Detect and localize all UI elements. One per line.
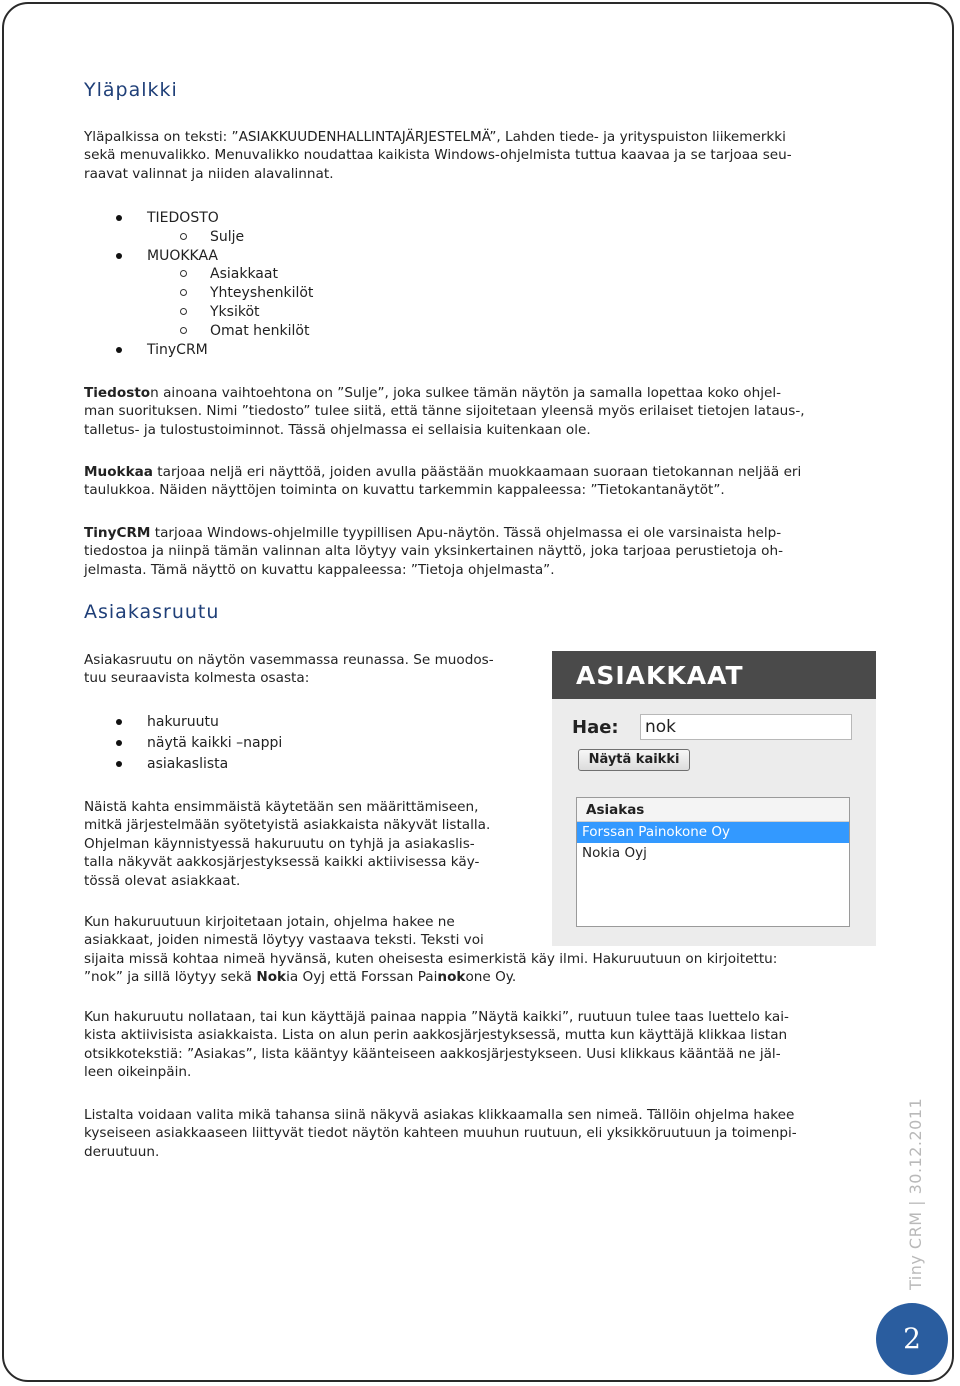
submenu-item-asiakkaat: Asiakkaat [210, 265, 313, 284]
menu-item-tinycrm: TinyCRM [147, 341, 313, 360]
submenu-item-sulje: Sulje [210, 228, 313, 247]
page-number: 2 [876, 1303, 948, 1375]
bullet-icon [116, 347, 122, 353]
circle-bullet-icon [180, 327, 187, 334]
paragraph-asiakasruutu-intro: Asiakasruutu on näytön vasemmassa reunassa. Se muodos- tuu seuraavista kolmesta osasta: [84, 652, 494, 687]
circle-bullet-icon [180, 308, 187, 315]
menu-list [147, 209, 313, 359]
customer-list[interactable] [576, 797, 850, 927]
footer-app-name: Tiny CRM [906, 1211, 925, 1290]
submenu-item-omat-henkilot: Omat henkilöt [210, 322, 313, 341]
footer-date: 30.12.2011 [906, 1097, 925, 1195]
submenu-item-yksikot: Yksiköt [210, 303, 313, 322]
paragraph-muokkaa: Muokkaa tarjoaa neljä eri näyttöä, joiden avulla päästään muokkaamaan suoraan tietokannan neljää eri taulukkoa. Näiden näyttöjen toiminta on kuvattu tarkemmin kappaleessa: ”Tietokantanäytöt”. [84, 464, 802, 499]
bold-term: Tiedosto [84, 385, 151, 401]
bullet-icon [116, 215, 122, 221]
paragraph-hakuruutu-intro: Näistä kahta ensimmäistä käytetään sen määrittämiseen, mitkä järjestelmään syötetyistä asiakkaista näkyvät listalla. Ohjelman käynnistyessä hakuruutu on tyhjä ja asiakaslis- talla näkyvät aakkosjärjestyksessä kaikki aktiivisessa käy- tössä olevat asiakkaat. [84, 799, 491, 889]
list-item: asiakaslista [147, 755, 282, 774]
circle-bullet-icon [180, 233, 187, 240]
list-row[interactable]: Nokia Oyj [582, 845, 647, 861]
text-line: raavat valinnat ja niiden alavalinnat. [84, 165, 334, 182]
side-footer [906, 1098, 925, 1290]
show-all-button[interactable]: Näytä kaikki [578, 749, 690, 771]
parts-list [147, 713, 282, 773]
paragraph-valinta: Listalta voidaan valita mikä tahansa siinä näkyvä asiakas klikkaamalla sen nimeä. Tällöin ohjelma hakee kyseiseen asiakkaaseen liittyvät tiedot näytön kahteen muuhun ruutuun, eli yksikköruutuun ja toimenpi- deruutuun. [84, 1107, 797, 1160]
circle-bullet-icon [180, 270, 187, 277]
menu-item-tiedosto: TIEDOSTO [147, 209, 313, 228]
bullet-icon [116, 740, 122, 746]
bullet-icon [116, 253, 122, 259]
panel-header [552, 651, 876, 699]
paragraph-ylapalkki-intro [84, 128, 884, 183]
submenu-item-yhteyshenkilot: Yhteyshenkilöt [210, 284, 313, 303]
bullet-icon [116, 719, 122, 725]
panel-title: ASIAKKAAT [576, 661, 744, 690]
menu-item-muokkaa: MUOKKAA [147, 247, 313, 266]
bullet-icon [116, 761, 122, 767]
section-title-ylapalkki: Yläpalkki [84, 79, 178, 101]
list-item: näytä kaikki –nappi [147, 734, 282, 753]
circle-bullet-icon [180, 289, 187, 296]
search-label: Hae: [572, 717, 619, 738]
search-input[interactable]: nok [640, 714, 852, 740]
section-title-asiakasruutu: Asiakasruutu [84, 601, 220, 623]
paragraph-tinycrm: TinyCRM tarjoaa Windows-ohjelmille tyypillisen Apu-näytön. Tässä ohjelmassa ei ole varsinaista help- tiedostoa ja niinpä tämän valinnan alta löytyy vain yksinkertainen näyttö, joka tarjoaa perustietoja oh- jelmasta. Tämä näyttö on kuvattu kappaleessa: ”Tietoja ohjelmasta”. [84, 525, 783, 578]
footer-separator: | [906, 1200, 925, 1206]
customer-panel-screenshot [552, 651, 876, 946]
column-header-asiakas[interactable]: Asiakas [577, 798, 849, 822]
bold-term: TinyCRM [84, 525, 151, 541]
list-item: hakuruutu [147, 713, 282, 732]
bold-term: Muokkaa [84, 464, 153, 480]
text-line: sekä menuvalikko. Menuvalikko noudattaa kaikista Windows-ohjelmista tuttua kaavaa ja se tarjoaa seu- [84, 147, 792, 164]
paragraph-haku: Kun hakuruutuun kirjoitetaan jotain, ohjelma hakee ne asiakkaat, joiden nimestä löytyy vastaava teksti. Teksti voi sijaita missä kohtaa nimeä hyvänsä, kuten oheisesta esimerkistä käy ilmi. Hakuruutuun on kirjoitettu: ”nok” ja sillä löytyy sekä Nokia Oyj että Forssan Painokone Oy. [84, 914, 778, 986]
text-line: Yläpalkissa on teksti: ”ASIAKKUUDENHALLINTAJÄRJESTELMÄ”, Lahden tiede- ja yrityspuiston liikemerkki [84, 129, 786, 145]
paragraph-tiedosto: Tiedoston ainoana vaihtoehtona on ”Sulje”, joka sulkee tämän näytön ja samalla lopettaa koko ohjel- man suorituksen. Nimi ”tiedosto” tulee siitä, että tänne sijoitetaan yleensä myös erilaiset tietojen lataus-, talletus- ja tulostustoiminnot. Tässä ohjelmassa ei sellaisia kuitenkaan ole. [84, 385, 805, 438]
paragraph-nollaus: Kun hakuruutu nollataan, tai kun käyttäjä painaa nappia ”Näytä kaikki”, ruutuun tulee taas luettelo kai- kista aktiivisista asiakkaista. Lista on alun perin aakkosjärjestyksessä, mutta kun käyttäjä klikkaa listan otsikkotekstiä: ”Asiakas”, lista kääntyy käänteiseen aakkosjärjestykseen. Uusi klikkaus kääntää ne jäl- leen oikeinpäin. [84, 1009, 789, 1081]
list-row-selected[interactable]: Forssan Painokone Oy [577, 822, 849, 843]
